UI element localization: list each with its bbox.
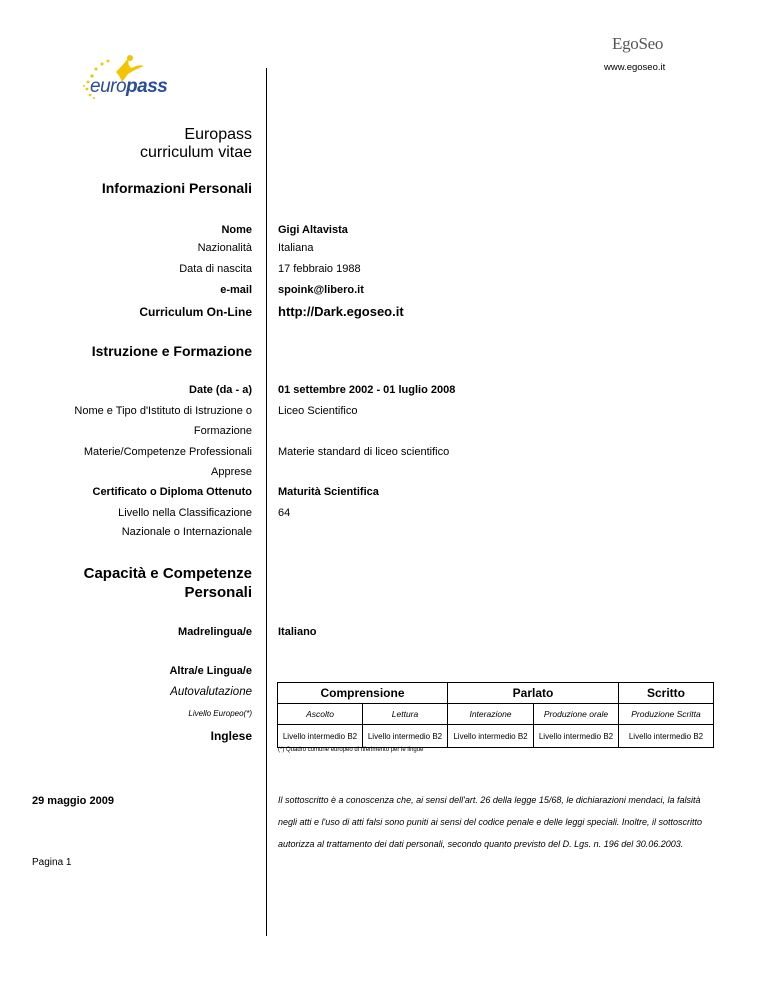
value-birthdate: 17 febbraio 1988 — [278, 263, 361, 275]
declaration-line-3: autorizza al trattamento dei dati personali, secondo quanto previsto del D. Lgs. n. 196 del 30.06.2003. — [278, 839, 684, 849]
page-number: Pagina 1 — [32, 857, 72, 868]
label-institute-1: Nome e Tipo d'Istituto di Istruzione o — [74, 405, 252, 417]
label-dates: Date (da - a) — [189, 384, 252, 396]
label-subjects-1: Materie/Competenze Professionali — [83, 446, 252, 458]
value-dates: 01 settembre 2002 - 01 luglio 2008 — [278, 384, 456, 396]
label-mother-tongue: Madrelingua/e — [178, 626, 252, 638]
value-name: Gigi Altavista — [278, 224, 348, 236]
logo-euro-text: euro — [90, 76, 127, 97]
label-nationality: Nazionalità — [197, 242, 252, 254]
section-skills-2: Personali — [184, 584, 252, 601]
label-european-level: Livello Europeo(*) — [188, 709, 252, 718]
value-mother-tongue: Italiano — [278, 626, 317, 638]
subhead-oral-production: Produzione orale — [534, 704, 619, 725]
value-institute: Liceo Scientifico — [278, 405, 358, 417]
vertical-divider — [266, 68, 267, 936]
cv-title-line2: curriculum vitae — [139, 144, 252, 161]
level-reading: Livello intermedio B2 — [363, 725, 448, 748]
table-footnote: (*) Quadro comune europeo di riferimento per le lingue — [278, 747, 424, 753]
label-level-1: Livello nella Classificazione — [118, 507, 252, 519]
section-education: Istruzione e Formazione — [91, 343, 252, 359]
subhead-interaction: Interazione — [448, 704, 534, 725]
value-level: 64 — [278, 507, 291, 519]
label-email: e-mail — [220, 284, 252, 296]
value-online-cv[interactable]: http://Dark.egoseo.it — [278, 304, 404, 319]
value-email[interactable]: spoink@libero.it — [278, 284, 364, 296]
subhead-listening: Ascolto — [278, 704, 363, 725]
logo-pass-text: pass — [126, 76, 168, 97]
label-online-cv: Curriculum On-Line — [139, 305, 252, 319]
language-table — [277, 682, 714, 748]
level-written-production: Livello intermedio B2 — [619, 725, 714, 748]
value-certificate: Maturità Scientifica — [278, 486, 379, 498]
europass-logo — [78, 50, 168, 102]
cv-title-line1: Europass — [184, 126, 252, 143]
label-language-english: Inglese — [210, 729, 252, 743]
section-skills-1: Capacità e Competenze — [83, 565, 252, 582]
label-level-2: Nazionale o Internazionale — [121, 526, 252, 538]
label-birthdate: Data di nascita — [179, 263, 252, 275]
subhead-written-production: Produzione Scritta — [619, 704, 714, 725]
label-self-evaluation: Autovalutazione — [170, 686, 252, 698]
section-personal-info: Informazioni Personali — [101, 180, 252, 196]
label-certificate: Certificato o Diploma Ottenuto — [92, 486, 252, 498]
label-name: Nome — [221, 224, 252, 236]
level-oral-production: Livello intermedio B2 — [534, 725, 619, 748]
label-other-languages: Altra/e Lingua/e — [169, 665, 252, 677]
group-comprehension: Comprensione — [278, 683, 448, 704]
declaration-line-1: Il sottoscritto è a conoscenza che, ai sensi dell'art. 26 della legge 15/68, le dichiarazioni mendaci, la falsità — [278, 795, 701, 805]
subhead-reading: Lettura — [363, 704, 448, 725]
level-interaction: Livello intermedio B2 — [448, 725, 534, 748]
group-speaking: Parlato — [448, 683, 619, 704]
value-nationality: Italiana — [278, 242, 314, 254]
group-writing: Scritto — [619, 683, 714, 704]
value-subjects: Materie standard di liceo scientifico — [278, 446, 450, 458]
declaration-line-2: negli atti e l'uso di atti falsi sono puniti ai sensi del codice penale e delle leggi speciali. Inoltre, il sottoscritto — [278, 817, 702, 827]
egoseo-logo: EgoSeo — [612, 34, 664, 53]
level-listening: Livello intermedio B2 — [278, 725, 363, 748]
signature-date: 29 maggio 2009 — [32, 795, 114, 807]
label-subjects-2: Apprese — [211, 466, 252, 478]
label-institute-2: Formazione — [193, 425, 252, 437]
website-link[interactable]: www.egoseo.it — [604, 62, 666, 73]
